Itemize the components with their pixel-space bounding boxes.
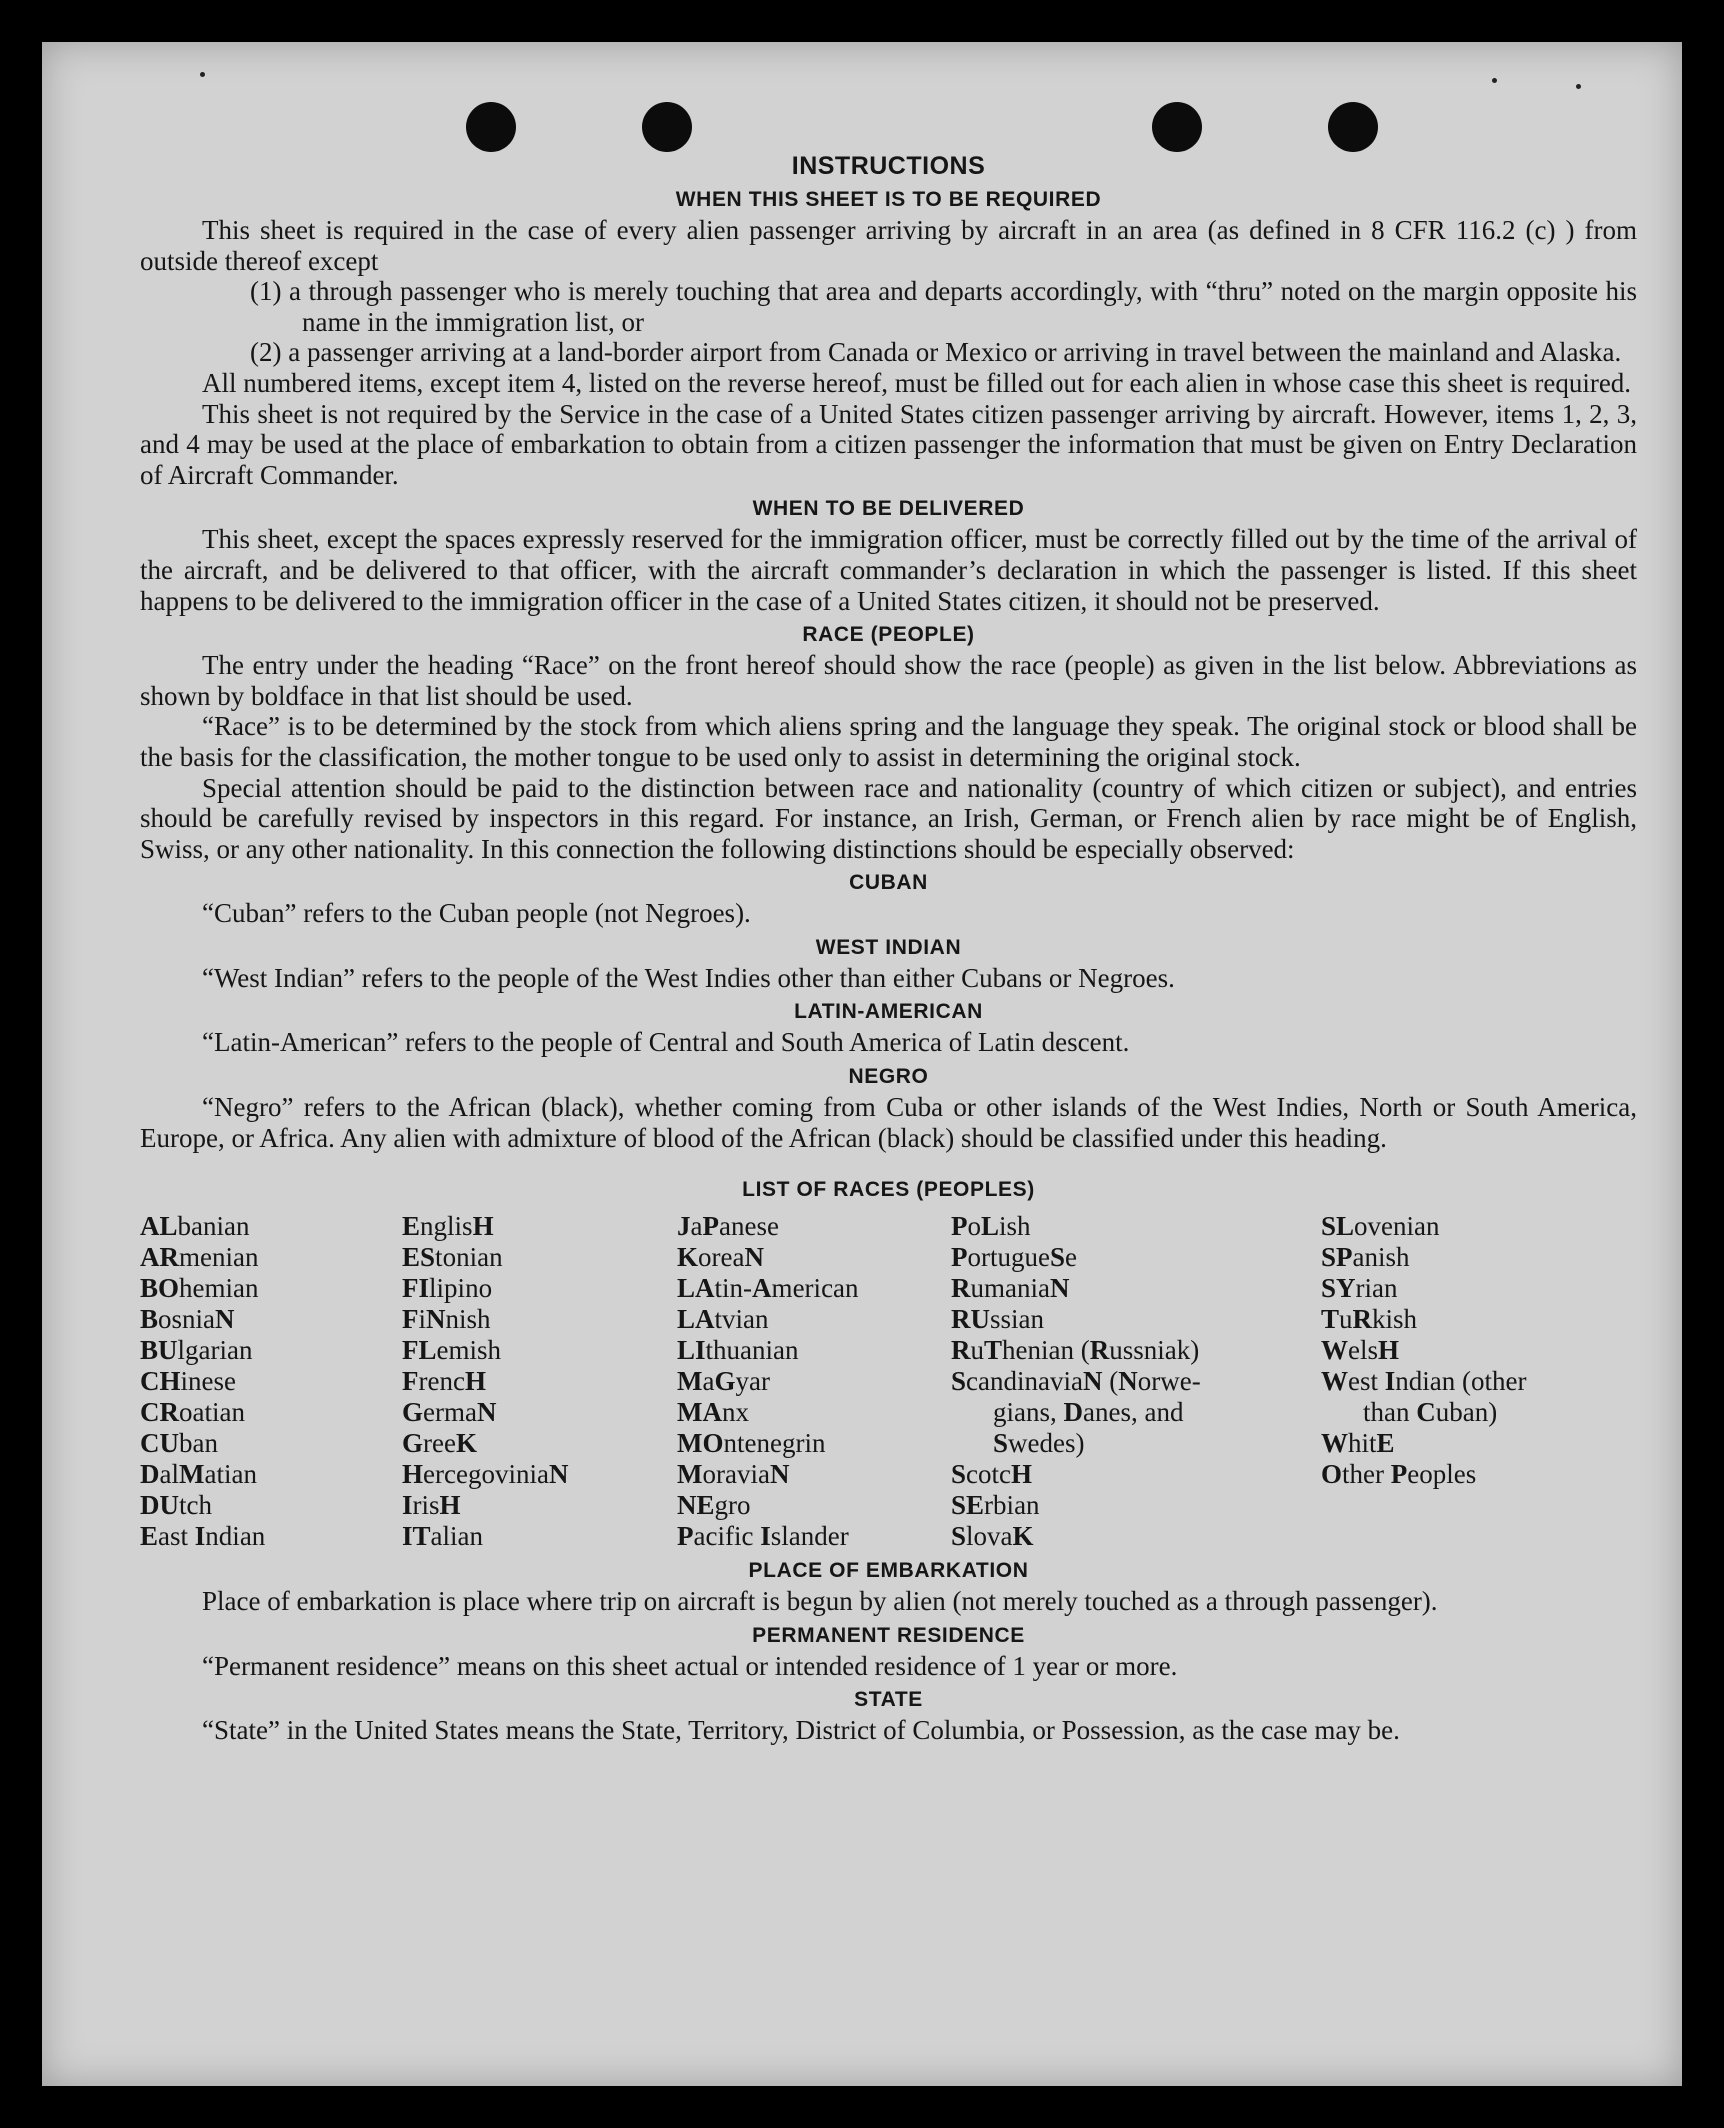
paragraph: “Latin-American” refers to the people of Central and South America of Latin descent. bbox=[202, 1027, 1130, 1058]
section-heading-delivered: WHEN TO BE DELIVERED bbox=[752, 497, 1025, 521]
races-column bbox=[402, 1211, 677, 1552]
race-entry: Other Peoples bbox=[1321, 1459, 1477, 1490]
list-item: (1) a through passenger who is merely touching that area and departs accordingly, with “thru” noted on the margin opposite his name in the immigration list, or bbox=[250, 276, 1637, 337]
race-entry: FiNnish bbox=[402, 1304, 491, 1335]
paragraph: “Cuban” refers to the Cuban people (not Negroes). bbox=[202, 898, 751, 929]
race-entry: CUban bbox=[140, 1428, 218, 1459]
paragraph: The entry under the heading “Race” on the front hereof should show the race (people) as given in the list below. Abbreviations as shown by boldface in that list should be used. bbox=[140, 650, 1637, 711]
paragraph: “Race” is to be determined by the stock from which aliens spring and the language they speak. The original stock or blood shall be the basis for the classification, the mother tongue to be used only to assist in determining the original stock. bbox=[140, 711, 1637, 772]
races-column bbox=[677, 1211, 951, 1552]
race-entry: CRoatian bbox=[140, 1397, 245, 1428]
race-entry: MAnx bbox=[677, 1397, 749, 1428]
paragraph: Place of embarkation is place where trip on aircraft is begun by alien (not merely touched as a through passenger). bbox=[202, 1586, 1438, 1617]
race-entry-continued: Swedes) bbox=[993, 1428, 1085, 1459]
race-entry: MoraviaN bbox=[677, 1459, 790, 1490]
race-entry: FrencH bbox=[402, 1366, 486, 1397]
paragraph: “State” in the United States means the State, Territory, District of Columbia, or Possession, as the case may be. bbox=[202, 1715, 1400, 1746]
race-entry: MaGyar bbox=[677, 1366, 770, 1397]
race-entry: TuRkish bbox=[1321, 1304, 1418, 1335]
race-entry: ITalian bbox=[402, 1521, 484, 1552]
race-entry: ARmenian bbox=[140, 1242, 259, 1273]
section-heading-required: WHEN THIS SHEET IS TO BE REQUIRED bbox=[675, 188, 1102, 211]
speck bbox=[1492, 78, 1497, 83]
page-title: INSTRUCTIONS bbox=[791, 152, 986, 180]
race-entry: SPanish bbox=[1321, 1242, 1410, 1273]
race-entry: BOhemian bbox=[140, 1273, 259, 1304]
section-heading-embarkation: PLACE OF EMBARKATION bbox=[748, 1559, 1029, 1583]
race-entry: SlovaK bbox=[951, 1521, 1034, 1552]
race-entry: LAtin-American bbox=[677, 1273, 859, 1304]
races-column bbox=[951, 1211, 1321, 1552]
document-sheet bbox=[42, 42, 1682, 2086]
race-entry: GermaN bbox=[402, 1397, 497, 1428]
races-column bbox=[1321, 1211, 1621, 1552]
race-entry: HercegoviniaN bbox=[402, 1459, 569, 1490]
race-entry: ALbanian bbox=[140, 1211, 250, 1242]
race-entry: CHinese bbox=[140, 1366, 237, 1397]
section-heading-list-of-races: LIST OF RACES (PEOPLES) bbox=[742, 1178, 1035, 1202]
race-entry: JaPanese bbox=[677, 1211, 779, 1242]
section-heading-cuban: CUBAN bbox=[849, 871, 928, 895]
paragraph: All numbered items, except item 4, listed on the reverse hereof, must be filled out for each alien in whose case this sheet is required. bbox=[202, 367, 1632, 398]
race-entry: PoLish bbox=[951, 1211, 1031, 1242]
paragraph: Special attention should be paid to the distinction between race and nationality (country of which citizen or subject), and entries should be carefully revised by inspectors in this regard. For instance, an Irish, German, or French alien by race might be of English, Swiss, or any other nationality. In this connection the following distinctions should be especially observed: bbox=[140, 772, 1637, 864]
paragraph: “Negro” refers to the African (black), whether coming from Cuba or other islands of the West Indies, North or South America, Europe, or Africa. Any alien with admixture of blood of the African (black) should be classified under this heading. bbox=[140, 1092, 1637, 1153]
races-column bbox=[140, 1211, 402, 1552]
paragraph: “West Indian” refers to the people of the West Indies other than either Cubans or Negroes. bbox=[202, 962, 1175, 993]
race-entry: GreeK bbox=[402, 1428, 477, 1459]
speck bbox=[1576, 84, 1581, 89]
speck bbox=[200, 72, 205, 77]
race-entry: DalMatian bbox=[140, 1459, 257, 1490]
race-entry: RuThenian (Russniak) bbox=[951, 1335, 1200, 1366]
race-entry: FLemish bbox=[402, 1335, 502, 1366]
section-heading-negro: NEGRO bbox=[848, 1065, 929, 1089]
race-entry-continued: gians, Danes, and bbox=[993, 1397, 1184, 1428]
race-entry: ScotcH bbox=[951, 1459, 1033, 1490]
section-heading-race: RACE (PEOPLE) bbox=[802, 623, 975, 647]
race-entry: BosniaN bbox=[140, 1304, 235, 1335]
paragraph: This sheet, except the spaces expressly reserved for the immigration officer, must be correctly filled out by the time of the arrival of the aircraft, and be delivered to that officer, with the aircraft commander’s declaration in which the passenger is listed. If this sheet happens to be delivered to the immigration officer in the case of a United States citizen, it should not be preserved. bbox=[140, 524, 1637, 616]
race-entry: IrisH bbox=[402, 1490, 461, 1521]
instructions-body bbox=[140, 108, 1637, 1746]
paragraph: This sheet is not required by the Service in the case of a United States citizen passenger arriving by aircraft. However, items 1, 2, 3, and 4 may be used at the place of embarkation to obtain from a citizen passenger the information that must be given on Entry Declaration of Aircraft Commander. bbox=[140, 398, 1637, 490]
race-entry: RumaniaN bbox=[951, 1273, 1070, 1304]
race-entry: EStonian bbox=[402, 1242, 503, 1273]
race-entry: LAtvian bbox=[677, 1304, 769, 1335]
race-entry: DUtch bbox=[140, 1490, 212, 1521]
section-heading-state: STATE bbox=[854, 1688, 923, 1712]
race-entry: NEgro bbox=[677, 1490, 751, 1521]
race-entry: ScandinaviaN (Norwe- bbox=[951, 1366, 1201, 1397]
race-entry: WelsH bbox=[1321, 1335, 1400, 1366]
race-entry: SLovenian bbox=[1321, 1211, 1440, 1242]
section-heading-west-indian: WEST INDIAN bbox=[815, 935, 962, 959]
list-item: (2) a passenger arriving at a land-border airport from Canada or Mexico or arriving in travel between the mainland and Alaska. bbox=[250, 337, 1622, 368]
race-entry: PortugueSe bbox=[951, 1242, 1078, 1273]
race-entry: BUlgarian bbox=[140, 1335, 253, 1366]
race-entry: LIthuanian bbox=[677, 1335, 799, 1366]
race-entry: WhitE bbox=[1321, 1428, 1395, 1459]
race-entry: West Indian (other bbox=[1321, 1366, 1527, 1397]
paragraph: “Permanent residence” means on this sheet actual or intended residence of 1 year or more. bbox=[202, 1650, 1178, 1681]
race-entry: RUssian bbox=[951, 1304, 1045, 1335]
section-heading-residence: PERMANENT RESIDENCE bbox=[752, 1623, 1025, 1647]
race-entry: SYrian bbox=[1321, 1273, 1398, 1304]
paragraph: This sheet is required in the case of every alien passenger arriving by aircraft in an area (as defined in 8 CFR 116.2 (c) ) from outside thereof except bbox=[140, 215, 1637, 276]
race-entry: MOntenegrin bbox=[677, 1428, 826, 1459]
races-list bbox=[140, 1211, 1637, 1552]
race-entry: FIlipino bbox=[402, 1273, 493, 1304]
race-entry: Pacific Islander bbox=[677, 1521, 849, 1552]
section-heading-latin-american: LATIN-AMERICAN bbox=[794, 1000, 983, 1024]
race-entry: EnglisH bbox=[402, 1211, 494, 1242]
race-entry-continued: than Cuban) bbox=[1363, 1397, 1498, 1428]
race-entry: SErbian bbox=[951, 1490, 1040, 1521]
race-entry: KoreaN bbox=[677, 1242, 764, 1273]
race-entry: East Indian bbox=[140, 1521, 266, 1552]
